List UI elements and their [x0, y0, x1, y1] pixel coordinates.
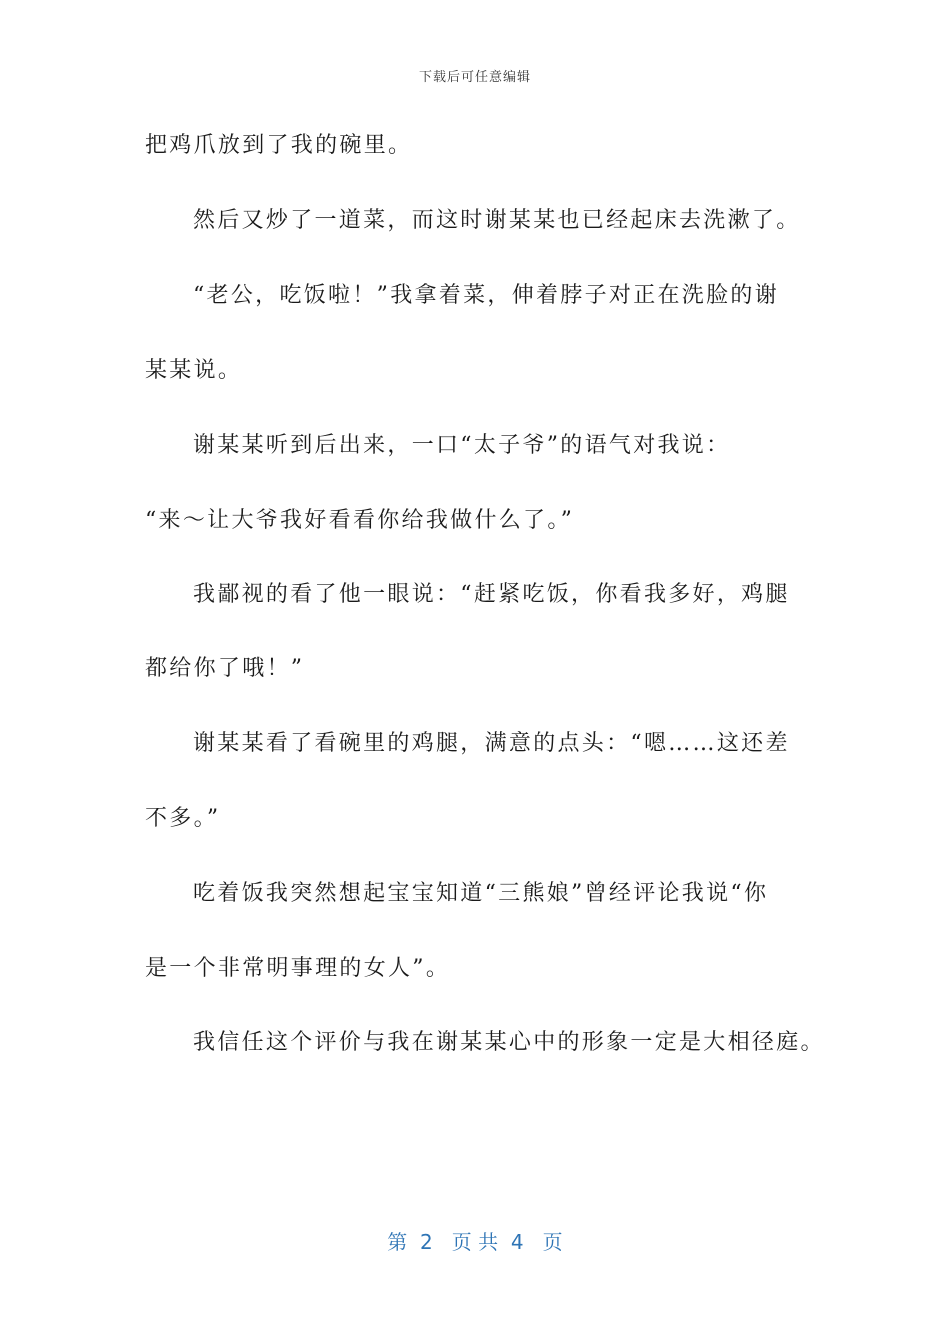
body-line-11: 吃着饭我突然想起宝宝知道“三熊娘”曾经评论我说“你: [193, 881, 769, 906]
body-line-3: “老公，吃饭啦！”我拿着菜，伸着脖子对正在洗脸的谢: [193, 283, 779, 308]
body-line-6: “来～让大爷我好看看你给我做什么了。”: [145, 508, 575, 533]
body-line-5: 谢某某听到后出来，一口“太子爷”的语气对我说：: [193, 433, 731, 458]
body-line-8: 都给你了哦！”: [145, 656, 305, 681]
body-line-4: 某某说。: [145, 358, 243, 383]
body-line-2: 然后又炒了一道菜，而这时谢某某也已经起床去洗漱了。: [193, 208, 801, 233]
page-header: 下载后可任意编辑: [418, 70, 531, 85]
page-number-footer: 第 2 页 共 4 页: [387, 1230, 563, 1254]
body-line-1: 把鸡爪放到了我的碗里。: [145, 133, 413, 158]
body-line-13: 我信任这个评价与我在谢某某心中的形象一定是大相径庭。: [193, 1030, 825, 1055]
body-line-7: 我鄙视的看了他一眼说：“赶紧吃饭，你看我多好，鸡腿: [193, 582, 790, 607]
body-line-9: 谢某某看了看碗里的鸡腿，满意的点头：“嗯……这还差: [193, 731, 790, 756]
body-line-12: 是一个非常明事理的女人”。: [145, 956, 451, 981]
body-line-10: 不多。”: [145, 806, 221, 831]
